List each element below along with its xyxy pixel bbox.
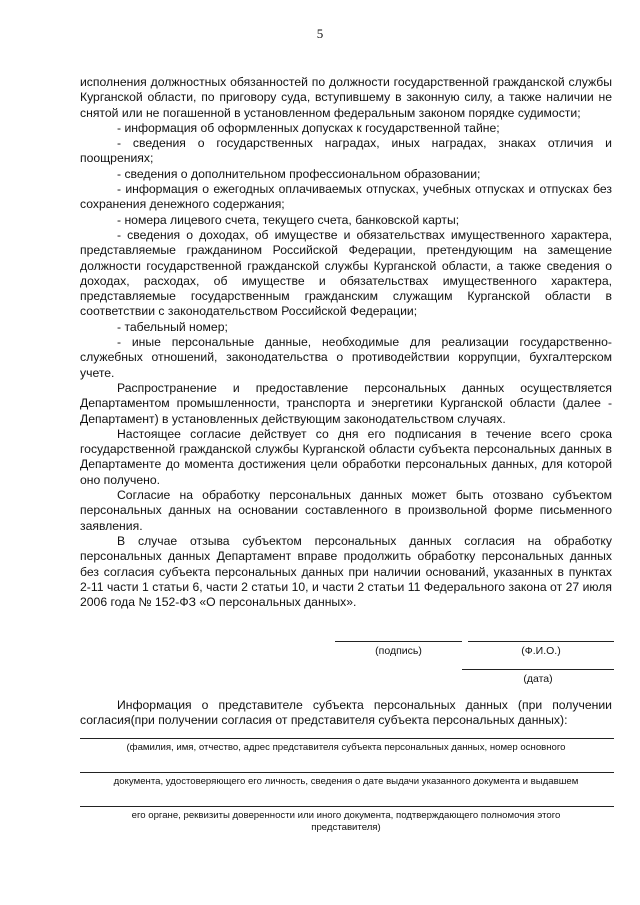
paragraph: - сведения о государственных наградах, иных наградах, знаках отличия и поощрениях; bbox=[80, 136, 612, 166]
representative-intro: Информация о представителе субъекта персональных данных (при получении согласия(при получении согласия от представителя субъекта персональных данных): bbox=[80, 698, 612, 728]
paragraph: - сведения о доходах, об имуществе и обязательствах имущественного характера, представляемые гражданином Российской Федерации, претендующим на замещение должности государственной гражданской службы Курганской области, а также сведения о доходах, расходах, об имуществе и обязательствах имущественного характера, представляемые государственным гражданским служащим Курганской области в соответствии с законодательством Российской Федерации; bbox=[80, 227, 612, 319]
page-number: 5 bbox=[316, 26, 324, 41]
signature-line bbox=[335, 641, 462, 642]
consent-body bbox=[80, 75, 612, 610]
paragraph: В случае отзыва субъектом персональных данных согласия на обработку персональных данных Департамент вправе продолжить обработку персональных данных без согласия субъекта персональных данных при наличии оснований, указанных в пунктах 2-11 части 1 статьи 6, части 2 статьи 10, и части 2 статьи 11 Федерального закона от 27 июля 2006 года № 152-ФЗ «О персональных данных». bbox=[80, 533, 612, 610]
representative-caption-2: документа, удостоверяющего его личность, сведения о дате выдачи указанного документа и выдавшем bbox=[113, 776, 579, 787]
paragraph: Распространение и предоставление персональных данных осуществляется Департаментом промышленности, транспорта и энергетики Курганской области (далее - Департамент) в установленных действующим законодательством случаях. bbox=[80, 380, 612, 426]
representative-caption-3: его органе, реквизиты доверенности или иного документа, подтверждающего полномочия этого представителя) bbox=[131, 810, 561, 833]
representative-line-1 bbox=[80, 738, 614, 739]
name-line bbox=[468, 641, 614, 642]
paragraph: - информация о ежегодных оплачиваемых отпусках, учебных отпусках и отпусках без сохранения денежного содержания; bbox=[80, 182, 612, 212]
representative-line-2 bbox=[80, 772, 614, 773]
representative-line-3 bbox=[80, 806, 614, 807]
representative-info bbox=[80, 698, 612, 729]
paragraph: Согласие на обработку персональных данных может быть отозвано субъектом персональных данных на основании составленного в произвольной форме письменного заявления. bbox=[80, 488, 612, 533]
paragraph: - сведения о дополнительном профессиональном образовании; bbox=[117, 166, 481, 181]
paragraph: - табельный номер; bbox=[117, 319, 228, 334]
signature-caption: (подпись) bbox=[375, 645, 422, 657]
name-caption: (Ф.И.О.) bbox=[521, 645, 561, 657]
paragraph: - информация об оформленных допусках к государственной тайне; bbox=[117, 120, 500, 135]
date-line bbox=[462, 669, 614, 670]
paragraph: - иные персональные данные, необходимые для реализации государственно-служебных отношений, законодательства о противодействии коррупции, бухгалтерском учете. bbox=[80, 335, 612, 380]
date-caption: (дата) bbox=[523, 673, 553, 685]
paragraph: - номера лицевого счета, текущего счета, банковской карты; bbox=[117, 212, 460, 227]
paragraph: Настоящее согласие действует со дня его подписания в течение всего срока государственной гражданской службы Курганской области субъекта персональных данных в Департаменте до момента достижения цели обработки персональных данных, для которой оно получено. bbox=[80, 426, 612, 487]
paragraph: исполнения должностных обязанностей по должности государственной гражданской службы Курганской области, по приговору суда, вступившему в законную силу, а также наличии не снятой или не погашенной в установленном федеральным законом порядке судимости; bbox=[80, 75, 612, 120]
representative-caption-1: (фамилия, имя, отчество, адрес представителя субъекта персональных данных, номер основного bbox=[126, 742, 566, 753]
